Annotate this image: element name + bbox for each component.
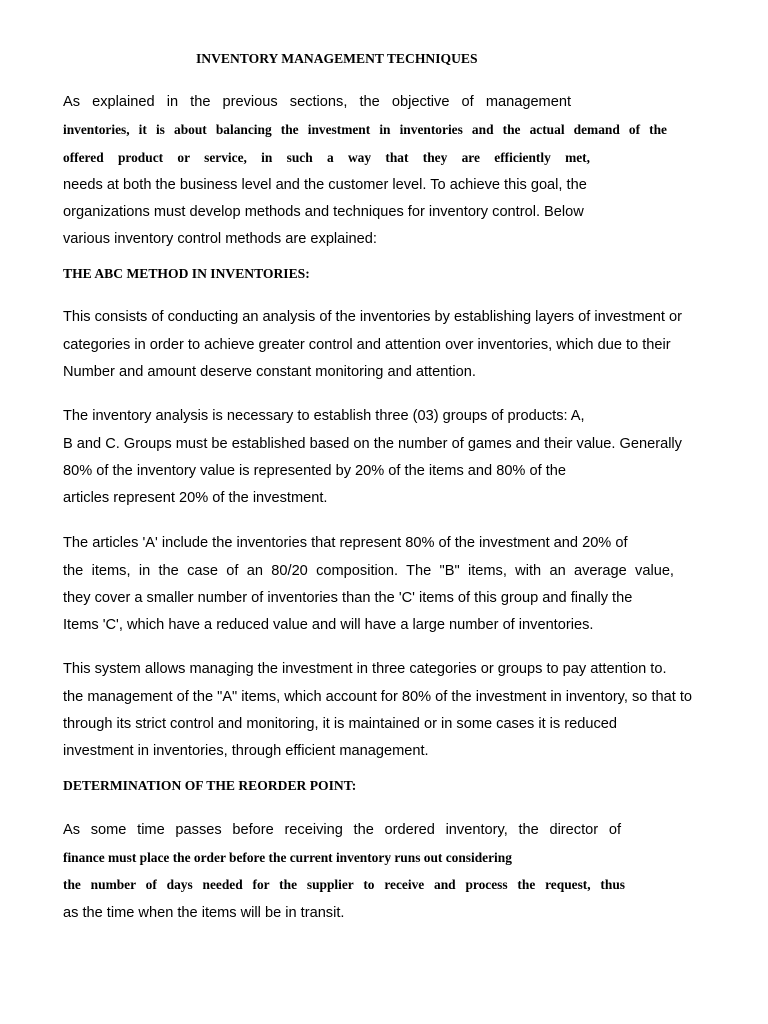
abc-p4-line-2: the management of the "A" items, which account for 80% of the investment in inventory, so that to bbox=[63, 689, 693, 705]
abc-p4-line-3: through its strict control and monitoring, it is maintained or in some cases it is reduced bbox=[63, 716, 618, 732]
abc-p3-line-3: they cover a smaller number of inventories than the 'C' items of this group and finally the bbox=[63, 590, 633, 606]
intro-line-3: offered product or service, in such a way that they are efficiently met, bbox=[63, 150, 590, 165]
abc-p1-line-3: Number and amount deserve constant monitoring and attention. bbox=[63, 364, 476, 380]
abc-p2-line-2: B and C. Groups must be established based on the number of games and their value. Generally bbox=[63, 436, 682, 452]
abc-p3-line-1: The articles 'A' include the inventories that represent 80% of the investment and 20% of bbox=[63, 535, 628, 551]
document-title: INVENTORY MANAGEMENT TECHNIQUES bbox=[196, 51, 478, 66]
reorder-p1-line-4: as the time when the items will be in transit. bbox=[63, 905, 345, 921]
intro-line-5: organizations must develop methods and techniques for inventory control. Below bbox=[63, 204, 584, 220]
abc-p3-line-2: the items, in the case of an 80/20 composition. The "B" items, with an average value, bbox=[63, 563, 674, 579]
abc-method-heading: THE ABC METHOD IN INVENTORIES: bbox=[63, 266, 310, 281]
intro-line-4: needs at both the business level and the customer level. To achieve this goal, the bbox=[63, 177, 587, 193]
abc-p1-line-2: categories in order to achieve greater control and attention over inventories, which due to their bbox=[63, 337, 671, 353]
reorder-point-heading: DETERMINATION OF THE REORDER POINT: bbox=[63, 778, 357, 793]
abc-p3-line-4: Items 'C', which have a reduced value and will have a large number of inventories. bbox=[63, 617, 594, 633]
abc-p2-line-1: The inventory analysis is necessary to establish three (03) groups of products: A, bbox=[63, 408, 585, 424]
abc-p4-line-4: investment in inventories, through efficient management. bbox=[63, 743, 429, 759]
abc-p1-line-1: This consists of conducting an analysis of the inventories by establishing layers of investment or bbox=[63, 309, 682, 325]
reorder-p1-line-1: As some time passes before receiving the ordered inventory, the director of bbox=[63, 822, 621, 838]
abc-p2-line-3: 80% of the inventory value is represented by 20% of the items and 80% of the bbox=[63, 463, 566, 479]
intro-line-1: As explained in the previous sections, the objective of management bbox=[63, 94, 571, 110]
abc-p2-line-4: articles represent 20% of the investment. bbox=[63, 490, 328, 506]
reorder-p1-line-3: the number of days needed for the supplier to receive and process the request, thus bbox=[63, 877, 625, 892]
intro-line-6: various inventory control methods are explained: bbox=[63, 231, 377, 247]
abc-p4-line-1: This system allows managing the investment in three categories or groups to pay attention to. bbox=[63, 661, 667, 677]
intro-line-2: inventories, it is about balancing the investment in inventories and the actual demand of the bbox=[63, 122, 667, 137]
reorder-p1-line-2: finance must place the order before the current inventory runs out considering bbox=[63, 850, 512, 865]
